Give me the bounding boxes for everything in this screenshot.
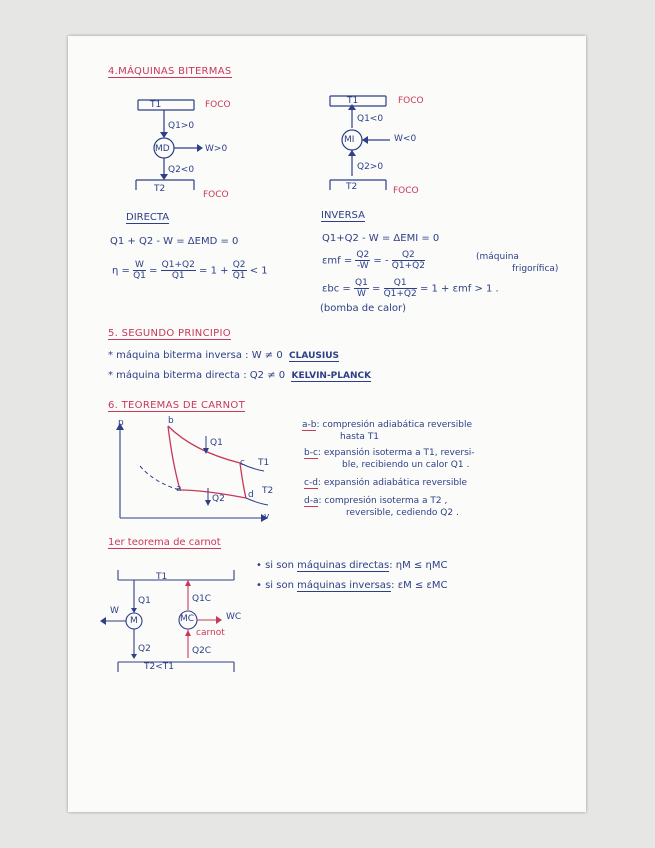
step-bc: b-c: expansión isoterma a T1, reversi-: [304, 448, 475, 458]
step-ab-cont: hasta T1: [340, 432, 380, 442]
inverse-foco1-label: FOCO: [398, 96, 424, 106]
section-5-title: 5. SEGUNDO PRINCIPIO: [108, 328, 231, 339]
kelvin-planck-label: KELVIN-PLANCK: [291, 371, 372, 381]
ct-w-label: W: [110, 606, 119, 616]
emf-eq: εmf = $\frac{Q2}{-W}$ = - $\frac{Q2}{Q1+Q2}$: [322, 250, 425, 271]
step-bc-cont: ble, recibiendo un calor Q1 .: [342, 460, 470, 470]
pv-q2-label: Q2: [212, 494, 225, 504]
inverse-w-label: W<0: [394, 134, 417, 144]
ct-m-label: M: [130, 616, 138, 626]
ct-carnot-label: carnot: [196, 628, 225, 638]
step-da: d-a: compresión isoterma a T2 ,: [304, 496, 448, 506]
pv-axis-v: v: [264, 512, 270, 522]
step-ab: a-b: compresión adiabática reversible: [302, 420, 472, 430]
ct-t2-label: T2<T1: [144, 662, 174, 672]
section-4-title: 4.MÁQUINAS BITERMAS: [108, 66, 232, 77]
direct-w-label: W>0: [205, 144, 228, 154]
ct-q1c-label: Q1C: [192, 594, 212, 604]
pv-q1-label: Q1: [210, 438, 223, 448]
emf-note-1: (máquina: [476, 252, 519, 262]
directa-energy-eq: Q1 + Q2 - W = ΔEMD = 0: [110, 236, 239, 247]
inverse-q2-label: Q2>0: [357, 162, 384, 172]
direct-foco2-label: FOCO: [203, 190, 229, 200]
carnot-pv-diagram: [110, 418, 280, 528]
ebc-note: (bomba de calor): [320, 303, 406, 314]
ct-t1-label: T1: [156, 572, 168, 582]
inverse-t1-label: T1: [347, 96, 359, 106]
inversa-heading: INVERSA: [321, 210, 365, 221]
pv-axis-p: p: [118, 418, 124, 428]
ct-mc-label: MC: [180, 614, 195, 624]
inverse-machine-diagram: [318, 88, 468, 200]
clausius-label: CLAUSIUS: [289, 351, 340, 361]
pv-point-b: b: [168, 416, 174, 426]
directa-heading: DIRECTA: [126, 212, 170, 223]
direct-t1-label: T1: [150, 100, 162, 110]
pv-point-c: c: [240, 458, 245, 468]
theorem-bullet-directas: • si son máquinas directas: ηM ≤ ηMC: [256, 560, 448, 571]
inverse-t2-label: T2: [346, 182, 358, 192]
direct-md-label: MD: [155, 144, 170, 154]
inversa-energy-eq: Q1+Q2 - W = ΔEMI = 0: [322, 233, 440, 244]
ct-wc-label: WC: [226, 612, 242, 622]
direct-q1-label: Q1>0: [168, 121, 195, 131]
pv-t1-label: T1: [258, 458, 270, 468]
direct-t2-label: T2: [154, 184, 166, 194]
inverse-q1-label: Q1<0: [357, 114, 384, 124]
pv-point-d: d: [248, 490, 254, 500]
step-cd: c-d: expansión adiabática reversible: [304, 478, 468, 488]
emf-note-2: frigorífica): [512, 264, 559, 274]
ct-q1-label: Q1: [138, 596, 151, 606]
first-theorem-title: 1er teorema de carnot: [108, 537, 221, 548]
inverse-foco2-label: FOCO: [393, 186, 419, 196]
direct-foco1-label: FOCO: [205, 100, 231, 110]
step-da-cont: reversible, cediendo Q2 .: [346, 508, 459, 518]
inverse-mi-label: MI: [344, 135, 355, 145]
pv-t2-label: T2: [262, 486, 274, 496]
theorem-bullet-inversas: • si son máquinas inversas: εM ≤ εMC: [256, 580, 448, 591]
kelvin-line: * máquina biterma directa : Q2 ≠ 0 KELVIN-PLANCK: [108, 370, 372, 381]
ct-q2c-label: Q2C: [192, 646, 212, 656]
ct-q2-label: Q2: [138, 644, 151, 654]
section-6-title: 6. TEOREMAS DE CARNOT: [108, 400, 246, 411]
direct-q2-label: Q2<0: [168, 165, 195, 175]
efficiency-eq: η = $\frac{W}{Q1}$ = $\frac{Q1+Q2}{Q1}$ = 1 + $\frac{Q2}{Q1}$ < 1: [112, 260, 268, 281]
clausius-line: * máquina biterma inversa : W ≠ 0 CLAUSIUS: [108, 350, 340, 361]
ebc-eq: εbc = $\frac{Q1}{W}$ = $\frac{Q1}{Q1+Q2}$ = 1 + εmf > 1 .: [322, 278, 499, 299]
pv-point-a: a: [176, 484, 182, 494]
